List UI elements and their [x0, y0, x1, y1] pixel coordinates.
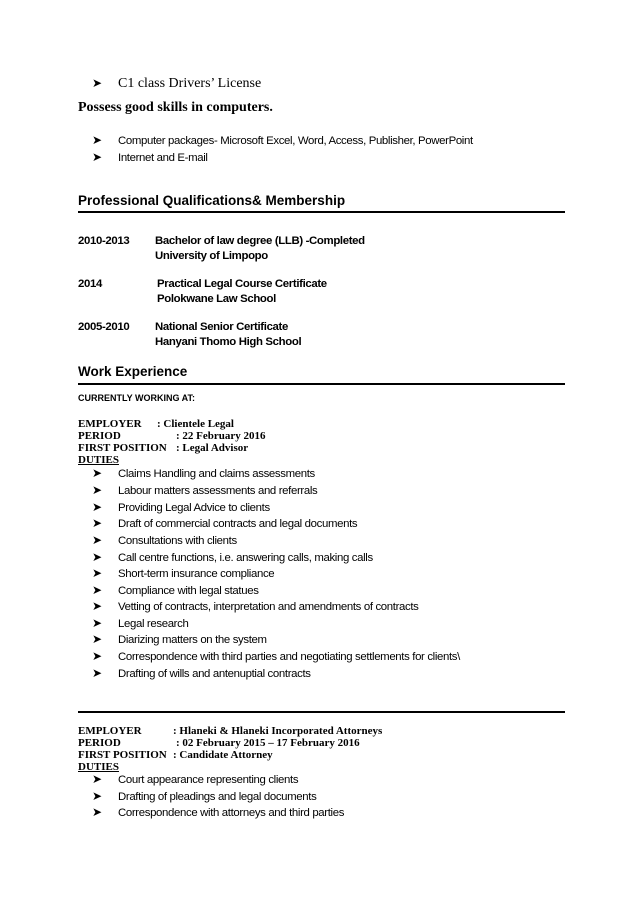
arrow-bullet-icon: ➤	[92, 649, 103, 663]
arrow-bullet-icon: ➤	[92, 805, 103, 819]
period-label: PERIOD	[78, 737, 121, 749]
duty-item: ➤ Providing Legal Advice to clients	[92, 500, 270, 514]
arrow-bullet-icon: ➤	[92, 150, 103, 164]
arrow-bullet-icon: ➤	[92, 133, 103, 147]
duty-item: ➤ Drafting of wills and antenuptial contracts	[92, 666, 311, 680]
duty-item: ➤ Call centre functions, i.e. answering calls, making calls	[92, 550, 373, 564]
qualification-year: 2010-2013	[78, 235, 130, 247]
position-value: : Candidate Attorney	[173, 749, 273, 761]
arrow-bullet-icon: ➤	[92, 772, 103, 786]
duty-item: ➤ Court appearance representing clients	[92, 772, 299, 786]
qualification-title: Practical Legal Course Certificate	[157, 278, 327, 290]
duty-item: ➤ Consultations with clients	[92, 533, 237, 547]
license-item	[92, 76, 261, 92]
arrow-bullet-icon: ➤	[92, 616, 103, 630]
skills-title: Possess good skills in computers.	[78, 100, 273, 115]
skill-item-1	[92, 151, 208, 164]
duties-label: DUTIES	[78, 454, 119, 466]
duty-item: ➤ Draft of commercial contracts and legal documents	[92, 516, 358, 530]
qualification-year: 2014	[78, 278, 102, 290]
skill-text: Internet and E-mail	[118, 152, 208, 164]
current-label: CURRENTLY WORKING AT:	[78, 393, 195, 403]
arrow-bullet-icon: ➤	[92, 666, 103, 680]
duty-item: ➤ Compliance with legal statues	[92, 583, 259, 597]
employer-label: EMPLOYER	[78, 418, 142, 430]
employer-value: : Hlaneki & Hlaneki Incorporated Attorneys	[173, 725, 383, 737]
qualification-year: 2005-2010	[78, 321, 130, 333]
arrow-bullet-icon: ➤	[92, 500, 103, 514]
position-label: FIRST POSITION	[78, 749, 167, 761]
position-value: : Legal Advisor	[176, 442, 249, 454]
arrow-bullet-icon: ➤	[92, 533, 103, 547]
qualification-title: National Senior Certificate	[155, 321, 288, 333]
duty-item: ➤ Correspondence with third parties and negotiating settlements for clients\	[92, 649, 460, 663]
position-label: FIRST POSITION	[78, 442, 167, 454]
arrow-bullet-icon: ➤	[92, 550, 103, 564]
duty-item: ➤ Vetting of contracts, interpretation and amendments of contracts	[92, 599, 419, 613]
qualifications-heading: Professional Qualifications& Membership	[78, 193, 346, 208]
duties-label: DUTIES	[78, 761, 119, 773]
qualification-title: Bachelor of law degree (LLB) -Completed	[155, 235, 365, 247]
duty-item: ➤ Diarizing matters on the system	[92, 632, 267, 646]
arrow-bullet-icon: ➤	[92, 632, 103, 646]
employer-label: EMPLOYER	[78, 725, 142, 737]
period-value: : 22 February 2016	[176, 430, 266, 442]
section-rule	[78, 711, 565, 713]
duty-item: ➤ Correspondence with attorneys and third parties	[92, 805, 345, 819]
arrow-bullet-icon: ➤	[92, 789, 103, 803]
period-label: PERIOD	[78, 430, 121, 442]
arrow-bullet-icon: ➤	[92, 516, 103, 530]
arrow-bullet-icon: ➤	[92, 76, 103, 90]
skill-item-0	[92, 134, 473, 147]
arrow-bullet-icon: ➤	[92, 583, 103, 597]
arrow-bullet-icon: ➤	[92, 566, 103, 580]
arrow-bullet-icon: ➤	[92, 483, 103, 497]
arrow-bullet-icon: ➤	[92, 466, 103, 480]
skill-text: Computer packages- Microsoft Excel, Word, Access, Publisher, PowerPoint	[118, 135, 473, 147]
employer-value: : Clientele Legal	[157, 418, 234, 430]
heading-rule	[78, 383, 565, 385]
work-heading: Work Experience	[78, 364, 188, 379]
duty-item: ➤ Claims Handling and claims assessments	[92, 466, 315, 480]
license-text: C1 class Drivers’ License	[118, 76, 262, 91]
duty-item: ➤ Short-term insurance compliance	[92, 566, 275, 580]
qualification-institution: Polokwane Law School	[157, 293, 276, 305]
duty-item: ➤ Drafting of pleadings and legal documents	[92, 789, 317, 803]
heading-rule	[78, 211, 565, 213]
qualification-institution: Hanyani Thomo High School	[155, 336, 302, 348]
duty-item: ➤ Labour matters assessments and referrals	[92, 483, 318, 497]
arrow-bullet-icon: ➤	[92, 599, 103, 613]
period-value: : 02 February 2015 – 17 February 2016	[176, 737, 360, 749]
duty-item: ➤ Legal research	[92, 616, 189, 630]
qualification-institution: University of Limpopo	[155, 250, 268, 262]
